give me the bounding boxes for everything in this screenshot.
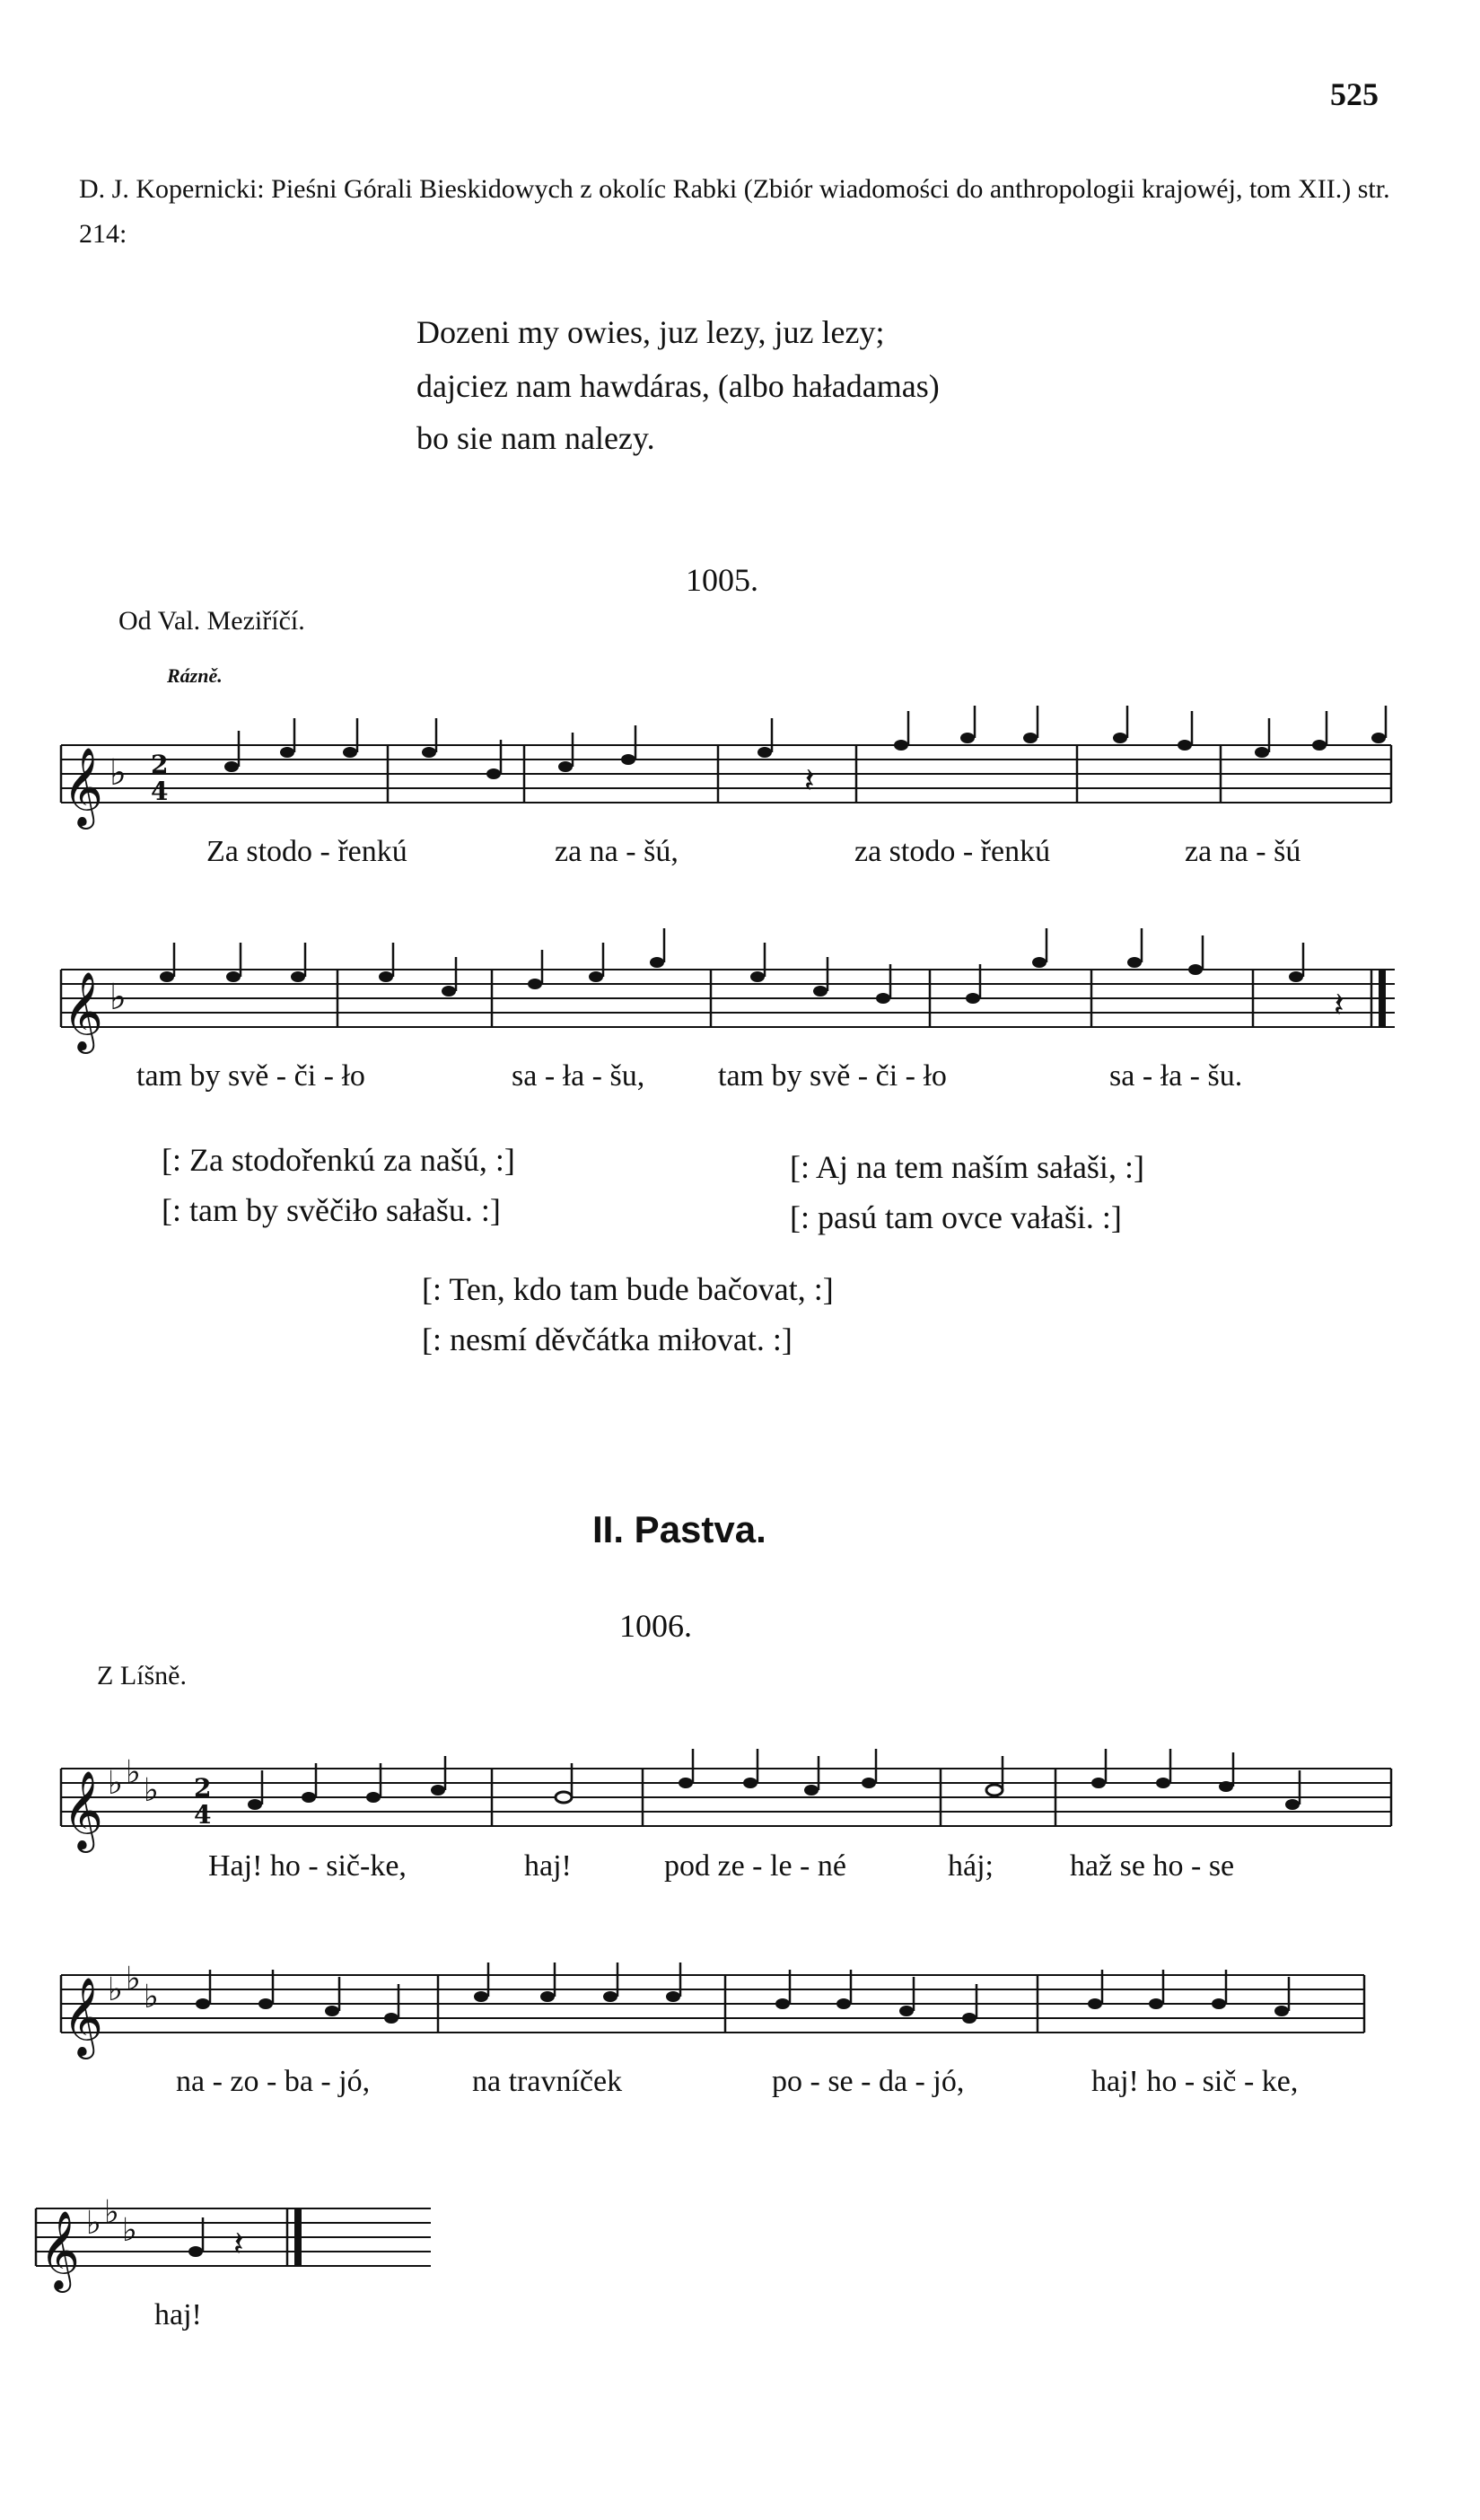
flat-icon: ♭ — [86, 2205, 101, 2242]
lyric-segment: haj! ho - sič - ke, — [1091, 2065, 1299, 2098]
verse-line: [: Aj na tem naším sałaši, :] — [790, 1149, 1144, 1185]
lyric-segment: sa - ła - šu. — [1109, 1059, 1243, 1093]
lyric-segment: na travníček — [472, 2065, 623, 2098]
staff-lines — [61, 1769, 1391, 1826]
flat-icon: ♭ — [122, 2212, 137, 2249]
lyric-segment: tam by svě - či - ło — [718, 1059, 947, 1093]
lyric-segment: Haj! ho - sič-ke, — [208, 1849, 407, 1883]
lyric-segment: Za stodo - řenkú — [206, 835, 407, 868]
song-origin-1005: Od Val. Meziříčí. — [118, 606, 305, 636]
verse-line: [: nesmí děvčátka miłovat. :] — [422, 1321, 793, 1357]
flat-icon: ♭ — [144, 1979, 159, 2015]
verse-line: [: Ten, kdo tam bude bačovat, :] — [422, 1271, 834, 1307]
lyric-segment: haj! — [154, 2298, 202, 2331]
poem-line-3: bo sie nam nalezy. — [416, 420, 655, 456]
lyric-segment: na - zo - ba - jó, — [176, 2065, 371, 2098]
staff-lines — [61, 745, 1391, 803]
time-signature-top: 2 — [151, 750, 169, 779]
lyric-segment: za na - šú, — [555, 835, 679, 868]
staff-lines — [61, 1975, 1364, 2033]
treble-clef-icon: 𝄞 — [63, 746, 103, 826]
lyric-segment: sa - ła - šu, — [512, 1059, 645, 1093]
music-staff-1006-line-1 — [36, 1733, 1400, 1858]
flat-icon: ♭ — [144, 1772, 159, 1809]
note-group — [196, 1962, 1289, 2033]
rest-icon: 𝄽 — [1334, 985, 1344, 1024]
poem-line-1: Dozeni my owies, juz lezy, juz lezy; — [416, 314, 885, 350]
rest-icon: 𝄽 — [804, 760, 815, 800]
music-staff-1006-line-3 — [36, 2173, 449, 2298]
verse-line: [: pasú tam ovce vałaši. :] — [790, 1199, 1122, 1235]
time-signature-bottom: 4 — [151, 777, 169, 806]
tempo-marking: Rázně. — [167, 664, 223, 687]
page-number: 525 — [1330, 76, 1379, 112]
treble-clef-icon: 𝄞 — [39, 2209, 80, 2289]
note-group — [248, 1749, 1300, 1826]
song-number-1005: 1005. — [686, 562, 758, 598]
flat-icon: ♭ — [108, 1765, 123, 1802]
verse-line: [: tam by svěčiło sałašu. :] — [162, 1192, 501, 1228]
flat-icon: ♭ — [109, 752, 127, 794]
song-origin-1006: Z Líšně. — [97, 1661, 187, 1690]
rest-icon: 𝄽 — [233, 2224, 244, 2263]
bibliographic-reference: D. J. Kopernicki: Pieśni Górali Bieskidowych z okolíc Rabki (Zbiór wiadomości do anthropologii krajowéj, tom XII.) str. 214: — [79, 174, 1390, 249]
section-heading: II. Pastva. — [592, 1508, 766, 1550]
time-signature-top: 2 — [194, 1773, 212, 1803]
lyric-segment: haž se ho - se — [1070, 1849, 1235, 1883]
treble-clef-icon: 𝄞 — [63, 1976, 103, 2056]
lyric-segment: za stodo - řenkú — [854, 835, 1051, 868]
lyric-segment: tam by svě - či - ło — [136, 1059, 365, 1093]
music-staff-1006-line-2 — [36, 1939, 1400, 2065]
flat-icon: ♭ — [126, 1961, 141, 1998]
flat-icon: ♭ — [126, 1754, 141, 1791]
music-staff-1005-line-2 — [36, 934, 1400, 1059]
flat-icon: ♭ — [108, 1971, 123, 2008]
song-number-1006: 1006. — [619, 1608, 692, 1644]
note-group — [188, 2217, 244, 2263]
lyric-segment: haj! — [524, 1849, 572, 1883]
time-signature-bottom: 4 — [194, 1800, 212, 1830]
treble-clef-icon: 𝄞 — [63, 1769, 103, 1849]
music-staff-1005-line-1 — [36, 709, 1400, 835]
flat-icon: ♭ — [109, 977, 127, 1018]
lyric-segment: pod ze - le - né — [664, 1849, 846, 1883]
lyric-segment: za na - šú — [1185, 835, 1301, 868]
flat-icon: ♭ — [104, 2194, 119, 2231]
lyric-segment: po - se - da - jó, — [772, 2065, 965, 2098]
treble-clef-icon: 𝄞 — [63, 970, 103, 1050]
lyric-segment: háj; — [948, 1849, 994, 1883]
staff-lines — [61, 970, 1395, 1027]
poem-line-2: dajciez nam hawdáras, (albo haładamas) — [416, 368, 940, 404]
verse-line: [: Za stodořenkú za našú, :] — [162, 1142, 515, 1178]
